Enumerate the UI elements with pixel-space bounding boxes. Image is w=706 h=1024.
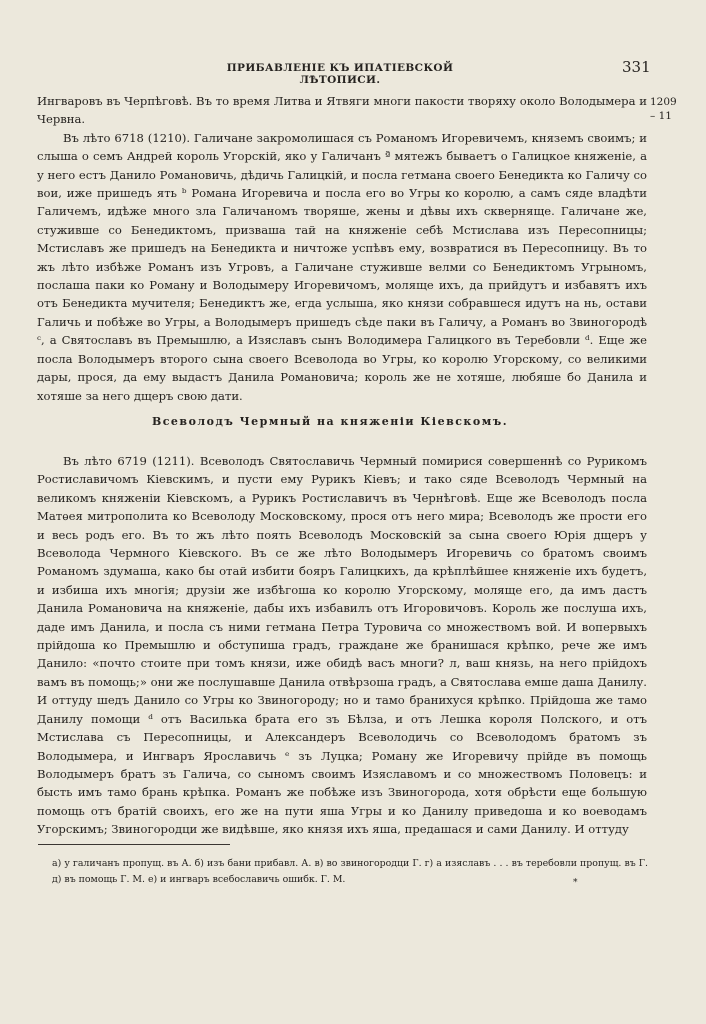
footnote-line: а) у галичанъ пропущ. въ А. б) изъ бани прибавл. А. в) во звиногородци Г. г) а изяславъ . . . въ теребовли пропущ. въ Г. д) въ помощь Г. М. е) и ингваръ всебославичь ошибк. Г. М. bbox=[52, 858, 648, 885]
text-block-bottom bbox=[37, 452, 647, 839]
paragraph-year-6719: Въ лѣто 6719 (1211). Всеволодъ Святославичь Чермный помирися совершеннѣ со Рурикомъ Ростиславичомъ Кіевскимъ, и пусти ему Рурикъ Кіевъ; и тако сяде Всеволодъ Чермный на великомъ княженіи Кіевскомъ, а Рурикъ Ростиславичъ въ Чернѣговѣ. Еще же Всеволодъ посла Матѳея митрополита ко Всеволоду Московскому, прося отъ него мира; Всеволодъ же прости его и весь родъ его. Въ то жъ лѣто поять Всеволодъ Московскій за сына своего Юрія дщеръ у Всеволода Чермного Кіевского. Въ се же лѣто Володымеръ Игоревичь со братомъ своимъ Романомъ здумаша, како бы отай избити бояръ Галицкихъ, да крѣплѣйшее княженіе ихъ будетъ, и избиша ихъ многія; друзіи же избѣгоша ко королю Угорскому, моляще его, да имъ дастъ Данила Романовича на княженіе, дабы ихъ избавилъ отъ Игоровичовъ. Король же послуша ихъ, даде имъ Данила, и посла съ ними гетмана Петра Туровича со множествомъ вой. И вопервыхъ прійдоша ко Премышлю и обступиша градъ, гражданe же бранишася крѣпко, рече же имъ Данило: «почто стоите при томъ князи, иже обидѣ васъ многи? л, ваш князь, на него прійдохъ вамъ въ помощь;» они же послушавше Данила отвѣрзоша градъ, а Святослава емше даша Данилу. И оттуду шедъ Данило со Угры ко Звиногороду; но и тамо бранихуся крѣпко. Прійдоша же тамо Данилу помощи ᵈ отъ Василька брата его зъ Бѣлза, и отъ Лешка короля Полского, и отъ Мстислава съ Пересопницы, и Александеръ Всеволодичь со Всеволодомъ братомъ зъ Володымера, и Ингваръ Ярославичь ᵉ зъ Луцка; Роману же Игоревичу прійде въ помощь Володымеръ братъ зъ Галича, со сыномъ своимъ Изяславомъ и со множествомъ Половецъ: и бысть имъ тамо брань крѣпка. Романъ же побѣже изъ Звиногорода, хотя обрѣсти еще большую помощь отъ братій своихъ, его же на пути яша Угры и ко Данилу приведоша и ко воеводамъ Угорскимъ; Звиногородци же видѣвше, яко князя ихъ яша, предашася и сами Данилу. И оттуду bbox=[37, 454, 647, 837]
section-heading: Всеволодъ Чермный на княженіи Кіевскомъ. bbox=[151, 415, 509, 428]
page-number: 331 bbox=[622, 58, 651, 76]
footnotes bbox=[52, 856, 648, 888]
paragraph-year-6718: Въ лѣто 6718 (1210). Галичане закромолишася съ Романомъ Игоревичемъ, княземъ своимъ; и слыша о семъ Андрей король Угорскій, яко у Галичанъ ª мятежъ бываетъ о Галицкое княженіе, а у него естъ Данило Романовичь, дѣдичь Галицкій, и посла гетмана своего Бенедикта ко Галичу со вои, иже пришедъ ять ᵇ Романа Игоревича и посла его во Угры ко королю, а самъ сяде владѣти Галичемъ, идѣже много зла Галичаномъ творяше, жены и дѣвы ихъ скверняще. Галичане же, стужившe со Бенедиктомъ, призваша тай на княженіе себѣ Мстислава изъ Пересопницы; Мстиславъ же пришедъ на Бенедикта и ничтоже успѣвъ ему, возвратися въ Пересопницу. Въ то жъ лѣто избѣже Романъ изъ Угровъ, а Галичане стуживше велми со Бенедиктомъ Угрыномъ, послаша паки ко Роману и Володымеру Игоревичомъ, моляще ихъ, да прийдутъ и избавятъ ихъ отъ Бенедикта мучителя; Бенедиктъ же, егда услыша, яко князи собравшеся идутъ на нь, остави Галичь и побѣже во Угры, а Володымеръ пришедъ сѣде паки въ Галичу, а Романъ во Звиногородѣ ᶜ, а Святославъ въ Премышлю, а Изяславъ сынъ Володимера Галицкого въ Теребовли ᵈ. Еще же посла Володымеръ второго сына своего Всеволода во Угры, ко королю Угорскому, со великими дары, прося, да ему выдастъ Данила Романовича; король же не хотяше, любяше бо Данила и хотяше за него дщеръ свою дати. bbox=[37, 130, 647, 403]
footnote-star: * bbox=[573, 878, 578, 888]
margin-year-range: – 11 bbox=[650, 110, 672, 122]
paragraph-ingvar: Ингваровъ въ Черпѣговѣ. Въ то время Литва и Ятвяги многи пакости творяху около Володымера и Червна. bbox=[37, 94, 647, 127]
footnote-divider bbox=[38, 844, 230, 845]
margin-year-1209: 1209 bbox=[650, 96, 677, 108]
running-head-title: ПРИБАВЛЕНІЕ КЪ ИПАТІЕВСКОЙ ЛѢТОПИСИ. bbox=[226, 62, 454, 86]
text-block-top bbox=[37, 92, 647, 405]
